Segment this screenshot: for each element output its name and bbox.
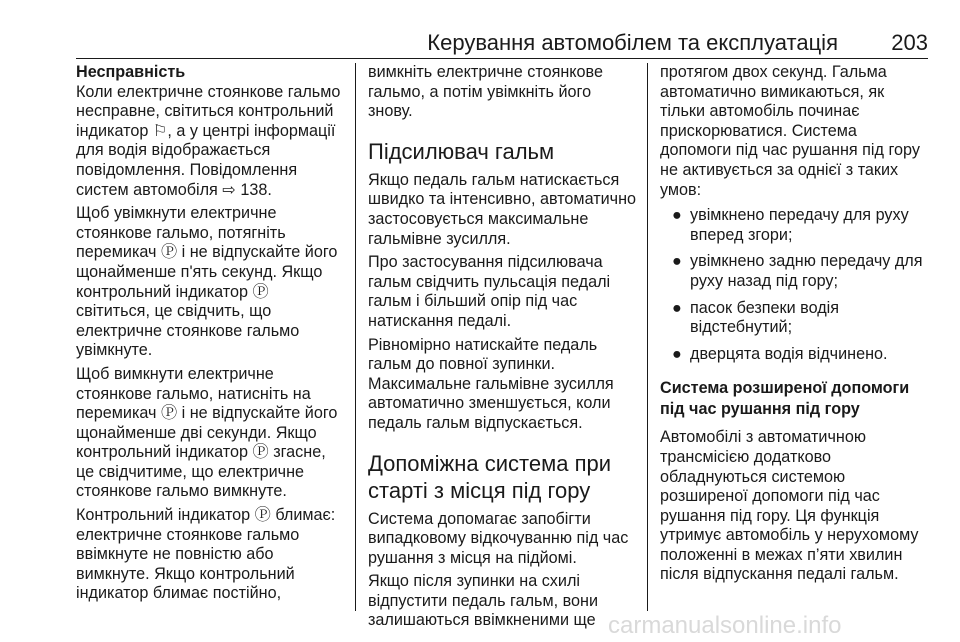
list-item [660,299,932,338]
conditions-list [660,206,932,364]
paragraph: Рівномірно натискайте педаль гальм до повної зупинки. Максимальне гальмівне зусилля автоматично зменшується, коли педаль гальм відпускається. [368,335,614,432]
column-1 [76,63,346,608]
paragraph: Автомобілі з автоматичною трансмісією додатково обладнуються системою розширеної допомоги під час рушання під гору. Ця функція утримує автомобіль у нерухомому положенні в межах п’яти хвилин після відпускання педалі гальм. [660,428,919,584]
page-header [76,0,928,58]
list-item-text: пасок безпеки водія відстебнутий; [690,298,840,337]
watermark: carmanualsonline.info [608,612,842,639]
paragraph: Про застосування підсилювача гальм свідчить пульсація педалі гальм і більший опір під час натискання педалі. [368,253,611,330]
paragraph: протягом двох секунд. Гальма автоматично вимикаються, як тільки автомобіль починає прискорюватися. Система допомоги під час рушання під гору не активується за однієї з таких умов: [660,63,920,199]
page-number: 203 [891,30,928,55]
list-item [660,345,932,365]
bullet-icon: ● [672,252,682,271]
paragraph: Якщо після зупинки на схилі відпустити педаль гальм, вони залишаються ввімкненими ще [368,572,599,630]
list-item [660,206,932,245]
paragraph: Щоб увімкнути електричне стоянкове гальмо, потягніть перемикач Ⓟ і не відпускайте його щонайменше п'ять секунд. Якщо контрольний індикатор Ⓟ світиться, це свідчить, що електричне стоянкове гальмо увімкнуте. [76,204,338,360]
section-heading: Несправність [76,63,186,81]
paragraph: Система допомагає запобігти випадковому відкочуванню під час рушання з місця на підйомі. [368,509,629,567]
header-divider [76,58,928,59]
list-item-text: дверцята водія відчинено. [690,344,888,363]
list-item-text: увімкнено задню передачу для руху назад під гору; [690,252,923,290]
paragraph: Щоб вимкнути електричне стоянкове гальмо, натисніть на перемикач Ⓟ і не відпускайте його щонайменше дві секунди. Якщо контрольний індикатор Ⓟ згасне, це свідчитиме, що електричне стоянкове гальмо вимкнуте. [76,364,338,501]
paragraph: Контрольний індикатор Ⓟ блимає: електричне стоянкове гальмо ввімкнуте не повністю або вимкнуте. Якщо контрольний індикатор блимає постійно, [76,506,336,603]
section-title: Система розширеної допомоги під час рушання під гору [660,379,910,419]
bullet-icon: ● [672,298,682,317]
paragraph: вимкніть електричне стоянкове гальмо, а потім увімкніть його знову. [368,63,603,121]
paragraph: Якщо педаль гальм натискається швидко та інтенсивно, автоматично застосовується максимальне гальмівне зусилля. [368,170,637,248]
list-item-text: увімкнено передачу для руху вперед згори; [690,206,909,244]
column-3 [660,63,932,589]
section-title: Підсилювач гальм [368,138,555,164]
chapter-title: Керування автомобілем та експлуатація [427,30,838,55]
list-item [660,252,932,291]
column-divider [355,63,356,611]
column-2 [368,63,638,635]
paragraph: Коли електричне стоянкове гальмо несправне, світиться контрольний індикатор ⚐, а у центрі інформації для водія відображається повідомлення. Повідомлення систем автомобіля ⇨ 138. [76,82,341,199]
bullet-icon: ● [672,344,682,363]
bullet-icon: ● [672,206,682,225]
column-divider [647,63,648,611]
section-title: Допоміжна система при старті з місця під гору [368,450,612,503]
